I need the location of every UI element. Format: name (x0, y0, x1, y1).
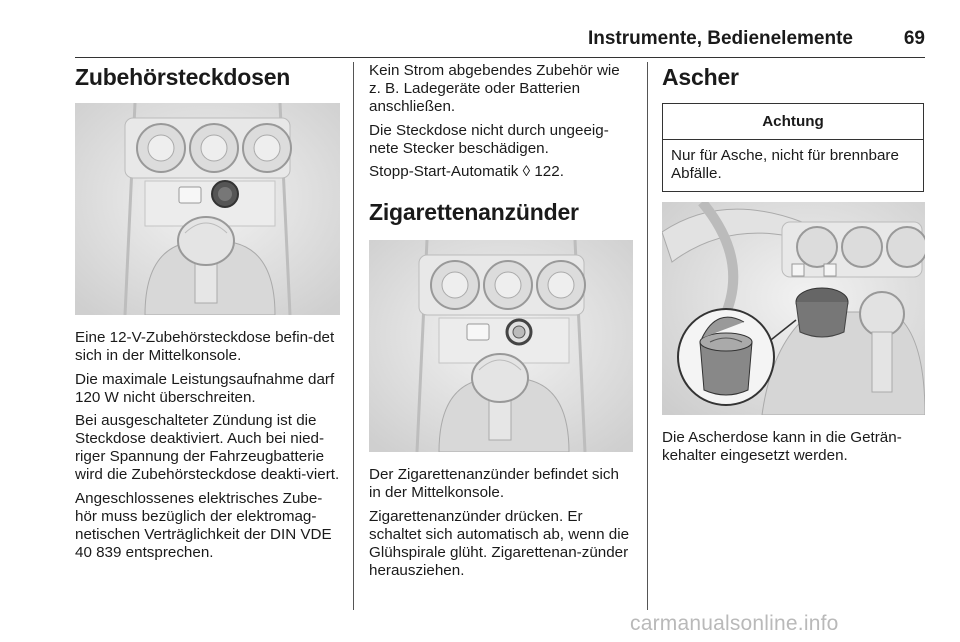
heading-zubehoersteckdosen: Zubehörsteckdosen (75, 64, 291, 90)
paragraph: Zigarettenanzünder drücken. Er schaltet sich automatisch ab, wenn die Glühspirale glüht. Zigarettenan-zünder herausziehen. (369, 507, 630, 579)
warning-title: Achtung (663, 104, 923, 140)
ashtray-photo (662, 202, 925, 415)
paragraph: Stopp-Start-Automatik ◊ 122. (369, 163, 564, 180)
heading-zigarettenanzuender: Zigarettenanzünder (369, 199, 579, 225)
paragraph: Die maximale Leistungsaufnahme darf 120 W nicht überschreiten. (75, 370, 335, 406)
column-3 (662, 62, 925, 471)
power-outlet-photo (75, 103, 340, 315)
section-title: Instrumente, Bedienelemente (587, 28, 853, 49)
column-1 (75, 62, 340, 567)
column-2 (369, 62, 633, 585)
heading-ascher: Ascher (662, 64, 739, 90)
warning-text: Nur für Asche, nicht für brennbare Abfälle. (671, 147, 899, 182)
column-divider (353, 62, 354, 610)
column-divider (647, 62, 648, 610)
header-rule (75, 57, 925, 58)
cigarette-lighter-photo (369, 240, 633, 452)
watermark: carmanualsonline.info (630, 612, 839, 635)
warning-box (662, 103, 924, 192)
paragraph: Kein Strom abgebendes Zubehör wie z. B. Ladegeräte oder Batterien anschließen. (369, 62, 620, 115)
page-header (75, 24, 925, 54)
page-number: 69 (903, 28, 925, 49)
paragraph: Bei ausgeschalteter Zündung ist die Steckdose deaktiviert. Auch bei nied-riger Spannung der Fahrzeugbatterie wird die Zubehörsteckdose deakti-viert. (75, 412, 340, 483)
paragraph: Der Zigarettenanzünder befindet sich in der Mittelkonsole. (369, 466, 619, 501)
paragraph: Die Ascherdose kann in die Geträn-kehalter eingesetzt werden. (662, 429, 902, 464)
paragraph: Angeschlossenes elektrisches Zube-hör muss bezüglich der elektromag-netischen Verträglichkeit der DIN VDE 40 839 entsprechen. (75, 489, 332, 561)
paragraph: Die Steckdose nicht durch ungeeig-nete Stecker beschädigen. (369, 121, 609, 157)
paragraph: Eine 12-V-Zubehörsteckdose befin-det sich in der Mittelkonsole. (75, 329, 335, 364)
